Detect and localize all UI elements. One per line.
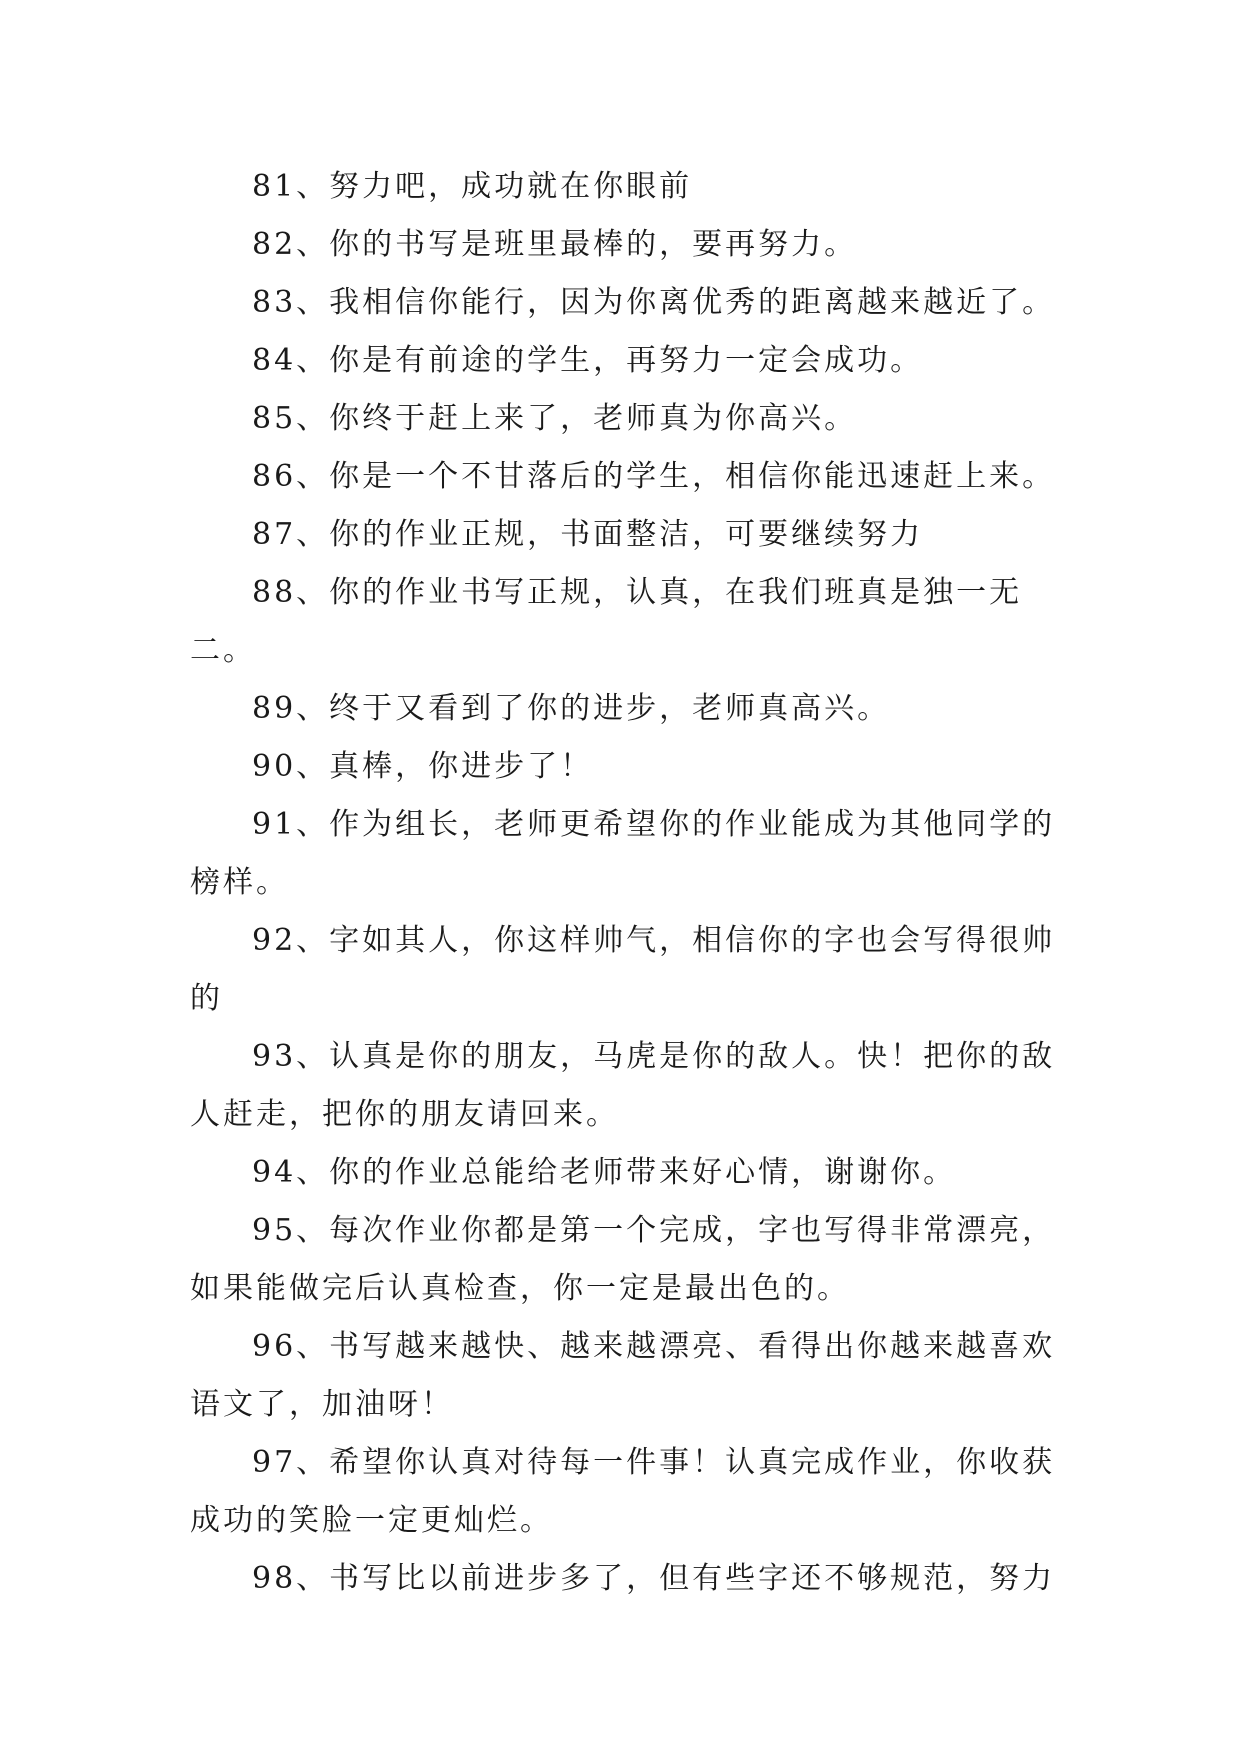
document-body: [190, 158, 1070, 1608]
paragraph-94: 94、你的作业总能给老师带来好心情，谢谢你。: [252, 1155, 957, 1190]
paragraph-83: 83、我相信你能行，因为你离优秀的距离越来越近了。: [252, 285, 1056, 320]
paragraph-91: 91、作为组长，老师更希望你的作业能成为其他同学的榜样。: [190, 807, 1056, 900]
paragraph-85: 85、你终于赶上来了，老师真为你高兴。: [252, 401, 858, 436]
paragraph-90: 90、真棒，你进步了！: [252, 749, 594, 784]
paragraph-82: 82、你的书写是班里最棒的，要再努力。: [252, 227, 858, 262]
paragraph-81: 81、努力吧，成功就在你眼前: [252, 169, 693, 204]
paragraph-89: 89、终于又看到了你的进步，老师真高兴。: [252, 691, 891, 726]
paragraph-84: 84、你是有前途的学生，再努力一定会成功。: [252, 343, 924, 378]
paragraph-95: 95、每次作业你都是第一个完成，字也写得非常漂亮，如果能做完后认真检查，你一定是最出色的。: [190, 1213, 1056, 1306]
paragraph-98: 98、书写比以前进步多了，但有些字还不够规范，努力: [252, 1561, 1056, 1596]
paragraph-88: 88、你的作业书写正规，认真，在我们班真是独一无二。: [190, 575, 1023, 668]
paragraph-96: 96、书写越来越快、越来越漂亮、看得出你越来越喜欢语文了，加油呀！: [190, 1329, 1056, 1422]
paragraph-97: 97、希望你认真对待每一件事！认真完成作业，你收获成功的笑脸一定更灿烂。: [190, 1445, 1056, 1538]
paragraph-93: 93、认真是你的朋友，马虎是你的敌人。快！把你的敌人赶走，把你的朋友请回来。: [190, 1039, 1056, 1132]
paragraph-86: 86、你是一个不甘落后的学生，相信你能迅速赶上来。: [252, 459, 1056, 494]
paragraph-92: 92、字如其人，你这样帅气，相信你的字也会写得很帅的: [190, 923, 1056, 1016]
paragraph-87: 87、你的作业正规，书面整洁，可要继续努力: [252, 517, 924, 552]
